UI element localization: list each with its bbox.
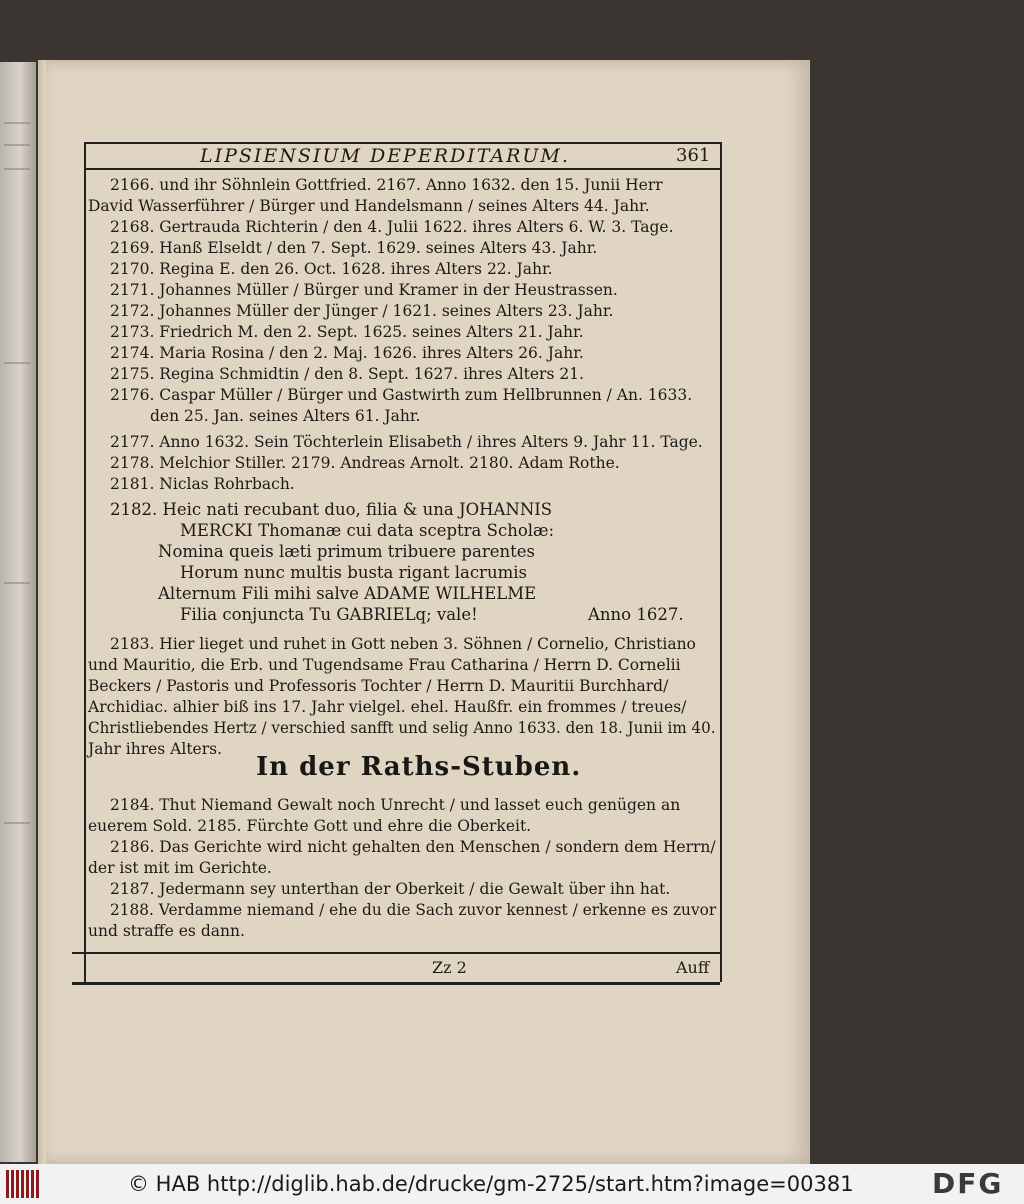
- section-line: euerem Sold. 2185. Fürchte Gott und ehre die Oberkeit.: [88, 817, 532, 835]
- catchword: Auff: [676, 958, 710, 977]
- entry-line: 2178. Melchior Stiller. 2179. Andreas Arnolt. 2180. Adam Rothe.: [110, 454, 620, 472]
- running-head: LIPSIENSIUM DEPERDITARUM.: [200, 145, 570, 167]
- signature-mark: Zz 2: [432, 958, 467, 977]
- epitaph-line: Nomina queis læti primum tribuere parentes: [158, 542, 535, 561]
- entry-line: Christliebendes Hertz / verschied sanfft und selig Anno 1633. den 18. Junii im 40.: [88, 719, 716, 737]
- entry-line: 2175. Regina Schmidtin / den 8. Sept. 1627. ihres Alters 21.: [110, 365, 584, 383]
- section-line: und straffe es dann.: [88, 922, 245, 940]
- entry-line: 2168. Gertrauda Richterin / den 4. Julii 1622. ihres Alters 6. W. 3. Tage.: [110, 218, 674, 236]
- epitaph-line: MERCKI Thomanæ cui data sceptra Scholæ:: [180, 521, 555, 540]
- section-line: 2188. Verdamme niemand / ehe du die Sach zuvor kennest / erkenne es zuvor: [110, 901, 717, 919]
- entry-line: 2166. und ihr Söhnlein Gottfried. 2167. Anno 1632. den 15. Junii Herr: [110, 176, 663, 194]
- footer-rule: [72, 952, 720, 954]
- epitaph-date: Anno 1627.: [588, 605, 684, 624]
- epitaph-line: 2182. Heic nati recubant duo, filia & una JOHANNIS: [110, 500, 553, 519]
- entry-line: 2174. Maria Rosina / den 2. Maj. 1626. ihres Alters 26. Jahr.: [110, 344, 584, 362]
- entry-line: 2171. Johannes Müller / Bürger und Kramer in der Heustrassen.: [110, 281, 618, 299]
- epitaph-line: Filia conjuncta Tu GABRIELq; vale!: [180, 605, 478, 624]
- section-line: 2187. Jedermann sey unterthan der Oberkeit / die Gewalt über ihn hat.: [110, 880, 671, 898]
- entry-line: 2173. Friedrich M. den 2. Sept. 1625. seines Alters 21. Jahr.: [110, 323, 584, 341]
- footer-rule: [72, 982, 720, 985]
- entry-line: Jahr ihres Alters.: [88, 740, 223, 758]
- entry-line: 2177. Anno 1632. Sein Töchterlein Elisabeth / ihres Alters 9. Jahr 11. Tage.: [110, 433, 703, 451]
- entry-line: 2170. Regina E. den 26. Oct. 1628. ihres Alters 22. Jahr.: [110, 260, 553, 278]
- epitaph-line: Horum nunc multis busta rigant lacrumis: [180, 563, 527, 582]
- section-line: 2186. Das Gerichte wird nicht gehalten den Menschen / sondern dem Herrn/: [110, 838, 716, 856]
- entry-line: 2169. Hanß Elseldt / den 7. Sept. 1629. seines Alters 43. Jahr.: [110, 239, 598, 257]
- entry-line: 2172. Johannes Müller der Jünger / 1621. seines Alters 23. Jahr.: [110, 302, 614, 320]
- section-heading: In der Raths-Stuben.: [256, 752, 582, 782]
- hab-logo-icon: [6, 1170, 48, 1198]
- entry-line: Archidiac. alhier biß ins 17. Jahr vielgel. ehel. Haußfr. ein frommes / treues/: [88, 698, 687, 716]
- entry-line: 2181. Niclas Rohrbach.: [110, 475, 295, 493]
- footer-bar: [0, 1164, 1024, 1204]
- copyright-link[interactable]: © HAB http://diglib.hab.de/drucke/gm-2725/start.htm?image=00381: [128, 1172, 854, 1196]
- section-line: 2184. Thut Niemand Gewalt noch Unrecht / und lasset euch genügen an: [110, 796, 681, 814]
- section-line: der ist mit im Gerichte.: [88, 859, 272, 877]
- dfg-logo: DFG: [932, 1167, 1004, 1200]
- page-number: 361: [676, 145, 711, 166]
- entry-line: 2183. Hier lieget und ruhet in Gott neben 3. Söhnen / Cornelio, Christiano: [110, 635, 696, 653]
- epitaph-line: Alternum Fili mihi salve ADAME WILHELME: [158, 584, 537, 603]
- entry-line: Beckers / Pastoris und Professoris Tochter / Herrn D. Mauritii Burchhard/: [88, 677, 669, 695]
- entry-line: 2176. Caspar Müller / Bürger und Gastwirth zum Hellbrunnen / An. 1633.: [110, 386, 693, 404]
- entry-line: den 25. Jan. seines Alters 61. Jahr.: [150, 407, 421, 425]
- entry-line: David Wasserführer / Bürger und Handelsmann / seines Alters 44. Jahr.: [88, 197, 650, 215]
- previous-page-edge: [0, 62, 36, 1162]
- entry-line: und Mauritio, die Erb. und Tugendsame Frau Catharina / Herrn D. Cornelii: [88, 656, 681, 674]
